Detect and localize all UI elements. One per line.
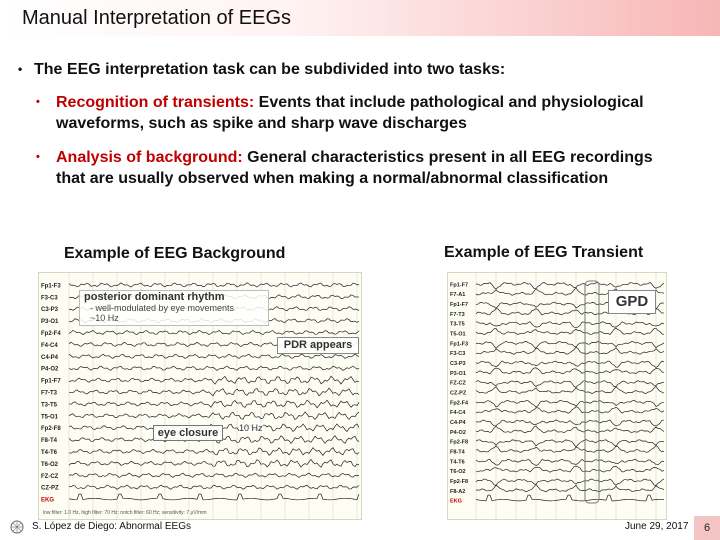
channel-label: F7-T3 [450,311,465,318]
footer-date: June 29, 2017 [625,521,689,532]
channel-label: F7-T3 [41,390,58,397]
bullet-dot: • [18,62,23,76]
channel-label: Fp2-F4 [41,331,61,338]
pdr-appears-callout: PDR appears [277,337,359,354]
eeg-background-figure [38,272,362,520]
filter-footnote: low filter: 1.0 Hz, high filter: 70 Hz; notch filter: 60 Hz; sensitivity: 7 μV/mm [43,510,207,516]
channel-label: C3-P3 [41,307,59,314]
eeg-trace [69,485,359,489]
pdr-hz: ~10 Hz [90,313,119,323]
eeg-trace [69,366,359,370]
eeg-transient-figure [447,272,667,520]
channel-label: C4-P4 [41,354,59,361]
sub-bullet-background [36,147,666,189]
main-bullet-text: The EEG interpretation task can be subdivided into two tasks: [34,61,506,78]
channel-label: F8-T4 [450,449,465,456]
channel-label: EKG [41,497,55,504]
channel-label: T3-T5 [41,402,58,409]
channel-label: T3-T5 [450,321,465,328]
channel-label: T5-O1 [41,414,59,421]
sub-bullet-text: Events that include pathological and physiological waveforms, such as spike and sharp wave discharges [56,94,644,132]
university-logo-icon [8,519,26,535]
sub-bullet-dot: • [36,96,40,108]
slide-title: Manual Interpretation of EEGs [22,7,292,29]
channel-label: CZ-PZ [41,485,59,492]
channel-label: Fp2-F8 [450,478,469,485]
eeg-trace [69,283,359,287]
eeg-trace [69,473,359,477]
eeg-trace [69,388,359,396]
footer-author: S. López de Diego: Abnormal EEGs [32,521,191,532]
channel-label: T4-T6 [41,449,58,456]
channel-label: T6-O2 [450,469,466,476]
channel-label: FZ-CZ [41,473,59,480]
sub-bullet-transients [36,92,666,134]
channel-label: EKG [450,498,462,505]
channel-label: Fp2-F8 [450,439,469,446]
title-bar [0,0,720,36]
page-number: 6 [694,516,720,540]
channel-label: P3-O1 [450,370,466,377]
left-figure-caption: Example of EEG Background [64,245,286,262]
pdr-title: posterior dominant rhythm [84,291,225,303]
sub-bullet-text: General characteristics present in all EEG recordings that are usually observed when making a normal/abnormal classification [56,149,653,187]
channel-label: CZ-PZ [450,390,467,397]
channel-label: Fp1-F7 [41,378,61,385]
channel-label: Fp1-F7 [450,282,469,289]
sub-bullet-term: Analysis of background: [56,149,243,166]
channel-label: Fp1-F7 [450,302,469,309]
eeg-trace [69,412,359,420]
channel-label: T6-O2 [41,461,59,468]
eeg-trace [69,354,359,358]
channel-label: Fp2-F4 [450,400,469,407]
pdr-sub: - well-modulated by eye movements [90,303,235,313]
channel-label: T5-O1 [450,331,466,338]
sub-bullet-term: Recognition of transients: [56,94,255,111]
right-figure-caption: Example of EEG Transient [444,244,644,261]
channel-label: Fp2-F8 [41,426,61,433]
eeg-trace [69,330,359,334]
channel-label: F3-C3 [41,295,58,302]
channel-label: F7-A1 [450,292,466,299]
eye-closure-callout: eye closure [153,425,223,441]
channel-label: F3-C3 [450,351,466,358]
eeg-trace [69,376,359,384]
channel-label: F8-A2 [450,488,466,495]
pdr-callout [79,290,269,326]
channel-label: C3-P3 [450,361,466,368]
eeg-trace [69,448,359,456]
channel-label: F8-T4 [41,438,58,445]
channel-label: P4-O2 [450,429,466,436]
channel-label: Fp1-F3 [450,341,469,348]
channel-label: P4-O2 [41,366,59,373]
channel-label: F4-C4 [450,410,466,417]
gpd-callout: GPD [608,290,656,314]
channel-label: C4-P4 [450,419,466,426]
channel-label: P3-O1 [41,319,59,326]
hz-label: 10 Hz [239,423,263,433]
channel-label: Fp1-F3 [41,283,61,290]
channel-label: T4-T6 [450,459,465,466]
eeg-trace [69,400,359,408]
eeg-trace [69,494,359,500]
sub-bullet-dot: • [36,151,40,163]
eeg-trace [69,459,359,467]
channel-label: F4-C4 [41,342,58,349]
channel-label: FZ-CZ [450,380,466,387]
